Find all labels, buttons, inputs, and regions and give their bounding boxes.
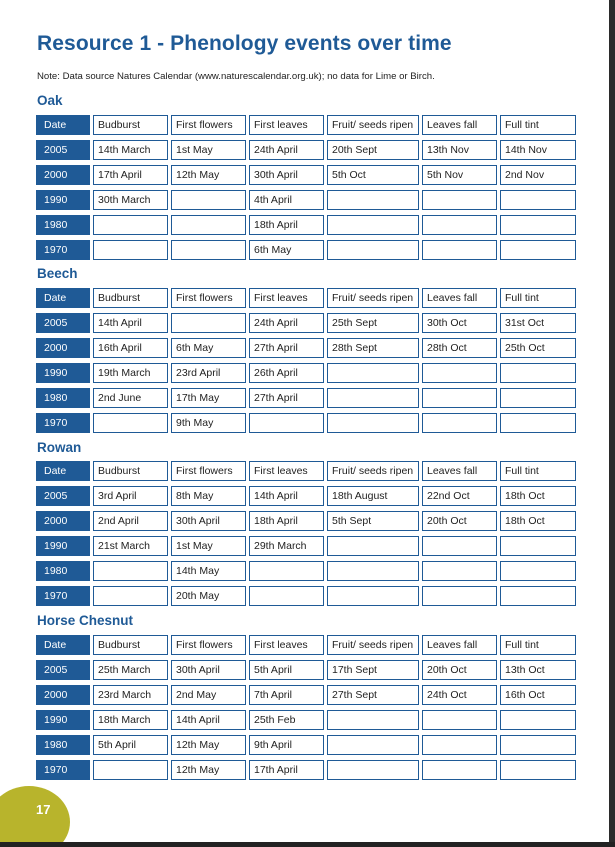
cell-full-tint [500,413,576,433]
column-header-budburst: Budburst [93,461,168,481]
cell-leaves-fall [422,586,497,606]
cell-first-leaves: 7th April [249,685,324,705]
cell-first-flowers: 12th May [171,760,246,780]
column-header-full-tint: Full tint [500,288,576,308]
cell-leaves-fall [422,215,497,235]
cell-full-tint [500,561,576,581]
column-header-budburst: Budburst [93,635,168,655]
page-number-badge [0,786,70,847]
table-row [36,165,576,185]
table-row [36,685,576,705]
cell-leaves-fall: 13th Nov [422,140,497,160]
cell-first-leaves: 27th April [249,338,324,358]
cell-fruit-seeds-ripen [327,388,419,408]
cell-first-flowers [171,190,246,210]
cell-leaves-fall: 28th Oct [422,338,497,358]
column-header-date: Date [36,461,90,481]
cell-fruit-seeds-ripen: 17th Sept [327,660,419,680]
table-header-row [36,461,576,481]
table-row [36,313,576,333]
cell-full-tint [500,735,576,755]
cell-first-flowers: 6th May [171,338,246,358]
column-header-first-flowers: First flowers [171,635,246,655]
cell-fruit-seeds-ripen [327,536,419,556]
cell-full-tint [500,536,576,556]
table-row [36,760,576,780]
viewer-edge-bottom [0,842,615,847]
column-header-first-leaves: First leaves [249,115,324,135]
cell-first-leaves [249,586,324,606]
cell-budburst [93,586,168,606]
cell-full-tint [500,710,576,730]
cell-first-flowers: 1st May [171,140,246,160]
table-row [36,660,576,680]
cell-fruit-seeds-ripen [327,561,419,581]
cell-fruit-seeds-ripen [327,710,419,730]
cell-budburst: 2nd June [93,388,168,408]
column-header-date: Date [36,635,90,655]
cell-fruit-seeds-ripen: 25th Sept [327,313,419,333]
cell-fruit-seeds-ripen [327,240,419,260]
row-year-cell: 1980 [36,735,90,755]
table-row [36,338,576,358]
column-header-first-flowers: First flowers [171,288,246,308]
cell-budburst: 30th March [93,190,168,210]
cell-first-flowers [171,313,246,333]
cell-first-leaves: 5th April [249,660,324,680]
row-year-cell: 1980 [36,561,90,581]
row-year-cell: 1990 [36,190,90,210]
table-row [36,586,576,606]
cell-first-flowers: 20th May [171,586,246,606]
cell-full-tint [500,760,576,780]
table-row [36,363,576,383]
cell-fruit-seeds-ripen: 27th Sept [327,685,419,705]
column-header-first-leaves: First leaves [249,461,324,481]
cell-first-leaves: 27th April [249,388,324,408]
cell-budburst: 14th March [93,140,168,160]
row-year-cell: 2005 [36,140,90,160]
table-row [36,388,576,408]
cell-full-tint: 25th Oct [500,338,576,358]
table-row [36,215,576,235]
table-row [36,413,576,433]
cell-budburst: 3rd April [93,486,168,506]
cell-full-tint: 16th Oct [500,685,576,705]
row-year-cell: 2000 [36,511,90,531]
cell-first-leaves: 4th April [249,190,324,210]
cell-fruit-seeds-ripen [327,586,419,606]
cell-first-leaves: 24th April [249,313,324,333]
cell-first-flowers [171,240,246,260]
row-year-cell: 1970 [36,413,90,433]
cell-budburst: 25th March [93,660,168,680]
table-oak [33,110,579,265]
row-year-cell: 1990 [36,536,90,556]
table-row [36,140,576,160]
cell-budburst: 17th April [93,165,168,185]
column-header-first-flowers: First flowers [171,115,246,135]
table-row [36,710,576,730]
cell-fruit-seeds-ripen: 20th Sept [327,140,419,160]
cell-full-tint [500,240,576,260]
cell-first-leaves: 30th April [249,165,324,185]
column-header-full-tint: Full tint [500,461,576,481]
column-header-first-leaves: First leaves [249,288,324,308]
row-year-cell: 2005 [36,660,90,680]
cell-full-tint [500,363,576,383]
row-year-cell: 1980 [36,215,90,235]
table-beech [33,283,579,438]
cell-first-leaves: 29th March [249,536,324,556]
cell-first-flowers: 30th April [171,511,246,531]
section-title-oak: Oak [37,93,63,108]
section-title-beech: Beech [37,266,78,281]
section-title-rowan: Rowan [37,440,82,455]
cell-first-flowers: 12th May [171,165,246,185]
cell-first-flowers [171,215,246,235]
table-row [36,486,576,506]
cell-first-leaves: 14th April [249,486,324,506]
cell-budburst: 2nd April [93,511,168,531]
row-year-cell: 1970 [36,240,90,260]
row-year-cell: 2005 [36,486,90,506]
cell-first-flowers: 30th April [171,660,246,680]
row-year-cell: 1990 [36,710,90,730]
column-header-leaves-fall: Leaves fall [422,288,497,308]
cell-budburst: 14th April [93,313,168,333]
cell-first-leaves: 17th April [249,760,324,780]
column-header-fruit-seeds-ripen: Fruit/ seeds ripen [327,115,419,135]
column-header-first-leaves: First leaves [249,635,324,655]
cell-first-leaves [249,413,324,433]
row-year-cell: 1990 [36,363,90,383]
cell-first-leaves: 24th April [249,140,324,160]
cell-leaves-fall [422,760,497,780]
cell-leaves-fall [422,710,497,730]
cell-first-leaves: 18th April [249,511,324,531]
column-header-fruit-seeds-ripen: Fruit/ seeds ripen [327,288,419,308]
cell-budburst: 16th April [93,338,168,358]
column-header-full-tint: Full tint [500,635,576,655]
cell-first-leaves: 6th May [249,240,324,260]
cell-leaves-fall: 20th Oct [422,511,497,531]
cell-first-flowers: 14th May [171,561,246,581]
row-year-cell: 2005 [36,313,90,333]
column-header-budburst: Budburst [93,288,168,308]
cell-leaves-fall: 24th Oct [422,685,497,705]
data-source-note: Note: Data source Natures Calendar (www.naturescalendar.org.uk); no data for Lime or Birch. [37,71,435,82]
cell-full-tint: 2nd Nov [500,165,576,185]
table-header-row [36,635,576,655]
cell-leaves-fall [422,388,497,408]
cell-leaves-fall: 5th Nov [422,165,497,185]
row-year-cell: 1970 [36,760,90,780]
table-row [36,536,576,556]
section-title-horse-chesnut: Horse Chesnut [37,613,134,628]
cell-leaves-fall: 20th Oct [422,660,497,680]
cell-leaves-fall [422,561,497,581]
cell-first-leaves [249,561,324,581]
cell-full-tint [500,586,576,606]
cell-budburst: 5th April [93,735,168,755]
table-row [36,240,576,260]
cell-leaves-fall [422,536,497,556]
cell-fruit-seeds-ripen: 5th Oct [327,165,419,185]
cell-full-tint [500,388,576,408]
cell-leaves-fall: 22nd Oct [422,486,497,506]
table-horse-chesnut [33,630,579,785]
table-row [36,190,576,210]
column-header-leaves-fall: Leaves fall [422,115,497,135]
cell-budburst: 21st March [93,536,168,556]
cell-full-tint: 18th Oct [500,486,576,506]
column-header-full-tint: Full tint [500,115,576,135]
cell-leaves-fall [422,363,497,383]
cell-budburst [93,215,168,235]
cell-fruit-seeds-ripen: 18th August [327,486,419,506]
cell-fruit-seeds-ripen: 28th Sept [327,338,419,358]
row-year-cell: 2000 [36,338,90,358]
cell-full-tint: 18th Oct [500,511,576,531]
cell-fruit-seeds-ripen [327,413,419,433]
cell-budburst: 18th March [93,710,168,730]
column-header-fruit-seeds-ripen: Fruit/ seeds ripen [327,461,419,481]
table-row [36,735,576,755]
cell-first-flowers: 12th May [171,735,246,755]
column-header-date: Date [36,115,90,135]
cell-fruit-seeds-ripen [327,760,419,780]
table-header-row [36,115,576,135]
table-row [36,511,576,531]
cell-first-flowers: 1st May [171,536,246,556]
cell-leaves-fall [422,735,497,755]
column-header-budburst: Budburst [93,115,168,135]
cell-full-tint [500,190,576,210]
cell-fruit-seeds-ripen: 5th Sept [327,511,419,531]
cell-fruit-seeds-ripen [327,190,419,210]
row-year-cell: 2000 [36,165,90,185]
column-header-fruit-seeds-ripen: Fruit/ seeds ripen [327,635,419,655]
cell-first-flowers: 14th April [171,710,246,730]
cell-first-leaves: 26th April [249,363,324,383]
cell-first-leaves: 25th Feb [249,710,324,730]
cell-budburst [93,760,168,780]
cell-leaves-fall [422,240,497,260]
row-year-cell: 1980 [36,388,90,408]
cell-fruit-seeds-ripen [327,215,419,235]
table-rowan [33,456,579,611]
cell-budburst: 19th March [93,363,168,383]
viewer-edge-right [609,0,615,847]
row-year-cell: 2000 [36,685,90,705]
cell-first-leaves: 18th April [249,215,324,235]
column-header-date: Date [36,288,90,308]
row-year-cell: 1970 [36,586,90,606]
table-header-row [36,288,576,308]
cell-budburst [93,561,168,581]
column-header-leaves-fall: Leaves fall [422,635,497,655]
cell-fruit-seeds-ripen [327,735,419,755]
page-number: 17 [36,802,51,817]
cell-full-tint: 31st Oct [500,313,576,333]
cell-fruit-seeds-ripen [327,363,419,383]
cell-leaves-fall: 30th Oct [422,313,497,333]
cell-full-tint [500,215,576,235]
cell-budburst [93,240,168,260]
cell-first-flowers: 17th May [171,388,246,408]
cell-leaves-fall [422,413,497,433]
cell-full-tint: 13th Oct [500,660,576,680]
cell-first-flowers: 9th May [171,413,246,433]
page-title: Resource 1 - Phenology events over time [37,32,452,55]
cell-first-leaves: 9th April [249,735,324,755]
cell-leaves-fall [422,190,497,210]
cell-budburst: 23rd March [93,685,168,705]
cell-first-flowers: 8th May [171,486,246,506]
cell-first-flowers: 23rd April [171,363,246,383]
cell-full-tint: 14th Nov [500,140,576,160]
column-header-leaves-fall: Leaves fall [422,461,497,481]
table-row [36,561,576,581]
cell-budburst [93,413,168,433]
cell-first-flowers: 2nd May [171,685,246,705]
column-header-first-flowers: First flowers [171,461,246,481]
